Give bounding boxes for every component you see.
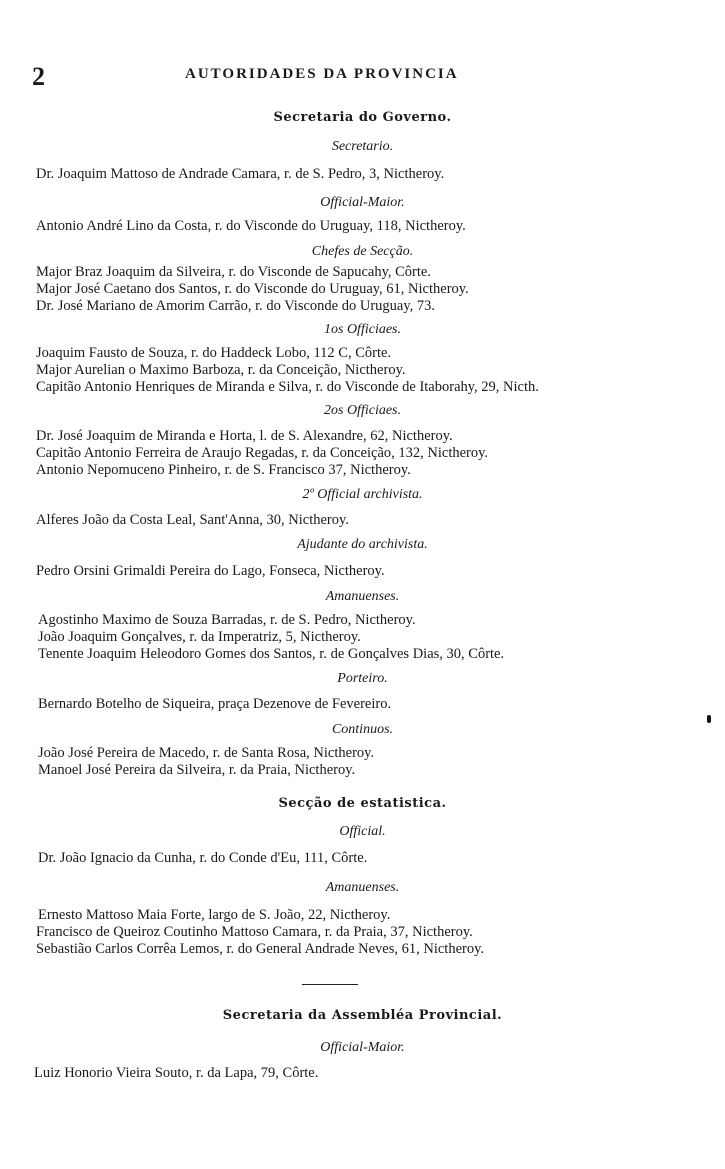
role-label-porteiro: Porteiro. xyxy=(337,671,388,686)
section-title-assemblea: Secretaria da Assembléa Provincial. xyxy=(222,1008,503,1023)
entry-line: Ernesto Mattoso Maia Forte, largo de S. João, 22, Nictheroy. xyxy=(38,907,391,923)
ink-blot xyxy=(707,715,711,723)
entry-line: Major Aurelian o Maximo Barboza, r. da Conceição, Nictheroy. xyxy=(36,362,406,378)
entry-line: João José Pereira de Macedo, r. de Santa Rosa, Nictheroy. xyxy=(38,745,375,761)
section-title-estatistica: Secção de estatistica. xyxy=(278,796,447,811)
running-title: AUTORIDADES DA PROVINCIA xyxy=(185,66,459,82)
entry-line: Agostinho Maximo de Souza Barradas, r. de S. Pedro, Nictheroy. xyxy=(38,612,416,628)
role-label-archivista: 2º Official archivista. xyxy=(302,487,423,502)
role-label-official: Official. xyxy=(339,824,386,839)
entry-line: Dr. José Joaquim de Miranda e Horta, l. de S. Alexandre, 62, Nictheroy. xyxy=(36,428,453,444)
role-label-ajudante: Ajudante do archivista. xyxy=(297,537,428,552)
entry-line: Dr. João Ignacio da Cunha, r. do Conde d'Eu, 111, Côrte. xyxy=(38,850,368,866)
role-label-chefes: Chefes de Secção. xyxy=(311,244,414,259)
entry-line: Antonio Nepomuceno Pinheiro, r. de S. Francisco 37, Nictheroy. xyxy=(36,462,411,478)
entry-line: Pedro Orsini Grimaldi Pereira do Lago, Fonseca, Nictheroy. xyxy=(36,563,385,579)
role-label-amanuenses-estatistica: Amanuenses. xyxy=(325,880,400,895)
entry-line: Bernardo Botelho de Siqueira, praça Dezenove de Fevereiro. xyxy=(38,696,392,712)
entry-line: Antonio André Lino da Costa, r. do Visconde do Uruguay, 118, Nictheroy. xyxy=(36,218,466,234)
role-label-continuos: Continuos. xyxy=(331,722,394,737)
role-label-official-maior-assemblea: Official-Maior. xyxy=(320,1040,405,1055)
entry-line: Alferes João da Costa Leal, Sant'Anna, 30, Nictheroy. xyxy=(36,512,349,528)
page-number: 2 xyxy=(32,62,45,91)
entry-line: Capitão Antonio Henriques de Miranda e Silva, r. do Visconde de Itaborahy, 29, Nicth. xyxy=(36,379,539,395)
entry-line: Capitão Antonio Ferreira de Araujo Regadas, r. da Conceição, 132, Nictheroy. xyxy=(36,445,489,461)
entry-line: Luiz Honorio Vieira Souto, r. da Lapa, 79, Côrte. xyxy=(34,1065,319,1081)
entry-line: Manoel José Pereira da Silveira, r. da Praia, Nictheroy. xyxy=(38,762,356,778)
role-label-amanuenses: Amanuenses. xyxy=(325,589,400,604)
entry-line: Tenente Joaquim Heleodoro Gomes dos Santos, r. de Gonçalves Dias, 30, Côrte. xyxy=(38,646,505,662)
role-label-official-maior: Official-Maior. xyxy=(320,195,405,210)
entry-line: Dr. Joaquim Mattoso de Andrade Camara, r. de S. Pedro, 3, Nictheroy. xyxy=(36,166,445,182)
entry-line: Joaquim Fausto de Souza, r. do Haddeck Lobo, 112 C, Côrte. xyxy=(36,345,392,361)
entry-line: Dr. José Mariano de Amorim Carrão, r. do Visconde do Uruguay, 73. xyxy=(36,298,436,314)
role-label-segundos-officiaes: 2os Officiaes. xyxy=(324,403,401,418)
section-title-secretaria-governo: Secretaria do Governo. xyxy=(273,110,452,125)
role-label-primeiros-officiaes: 1os Officiaes. xyxy=(324,322,401,337)
section-divider xyxy=(302,984,358,985)
entry-line: João Joaquim Gonçalves, r. da Imperatriz, 5, Nictheroy. xyxy=(38,629,361,645)
entry-line: Francisco de Queiroz Coutinho Mattoso Camara, r. da Praia, 37, Nictheroy. xyxy=(36,924,473,940)
entry-line: Major Braz Joaquim da Silveira, r. do Visconde de Sapucahy, Côrte. xyxy=(36,264,431,280)
entry-line: Major José Caetano dos Santos, r. do Visconde do Uruguay, 61, Nictheroy. xyxy=(36,281,469,297)
entry-line: Sebastião Carlos Corrêa Lemos, r. do General Andrade Neves, 61, Nictheroy. xyxy=(36,941,485,957)
role-label-secretario: Secretario. xyxy=(331,139,394,154)
